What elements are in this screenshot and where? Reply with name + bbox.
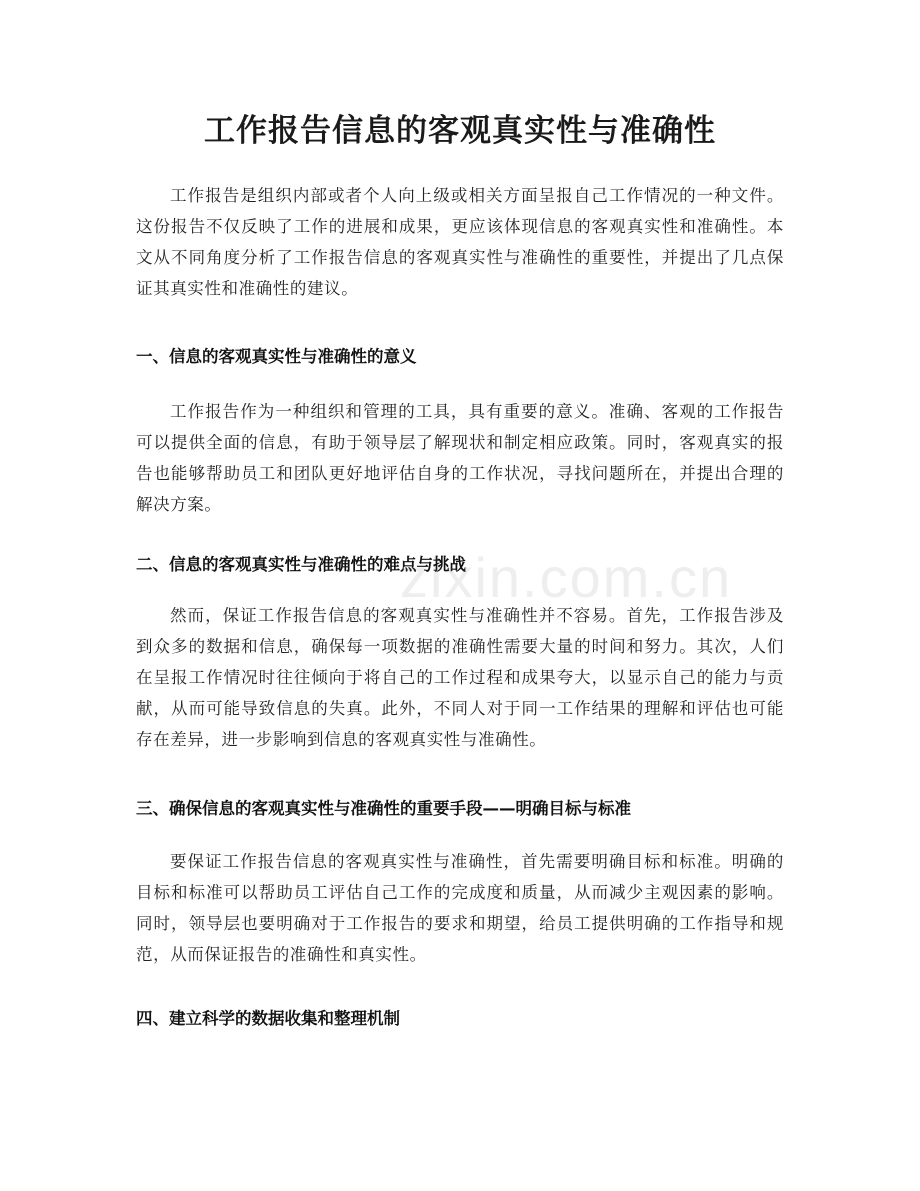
watermark: zixin.com.cn [400, 546, 733, 609]
document-title: 工作报告信息的客观真实性与准确性 [204, 113, 716, 149]
section-4-heading: 四、建立科学的数据收集和整理机制 [136, 1009, 400, 1028]
section-1-paragraph: 工作报告作为一种组织和管理的工具，具有重要的意义。准确、客观的工作报告可以提供全面的信息，有助于领导层了解现状和制定相应政策。同时，客观真实的报告也能够帮助员工和团队更好地评估自身的工作状况，寻找问题所在，并提出合理的解决方案。 [136, 402, 784, 514]
section-1-heading: 一、信息的客观真实性与准确性的意义 [136, 347, 417, 366]
section-2-paragraph: 然而，保证工作报告信息的客观真实性与准确性并不容易。首先，工作报告涉及到众多的数据和信息，确保每一项数据的准确性需要大量的时间和努力。其次，人们在呈报工作情况时往往倾向于将自己的工作过程和成果夸大，以显示自己的能力与贡献，从而可能导致信息的失真。此外，不同人对于同一工作结果的理解和评估也可能存在差异，进一步影响到信息的客观真实性与准确性。 [136, 606, 784, 749]
section-3-heading: 三、确保信息的客观真实性与准确性的重要手段——明确目标与标准 [136, 799, 631, 818]
intro-paragraph: 工作报告是组织内部或者个人向上级或相关方面呈报自己工作情况的一种文件。这份报告不仅反映了工作的进展和成果，更应该体现信息的客观真实性和准确性。本文从不同角度分析了工作报告信息的客观真实性与准确性的重要性，并提出了几点保证其真实性和准确性的建议。 [136, 186, 784, 298]
section-3-paragraph: 要保证工作报告信息的客观真实性与准确性，首先需要明确目标和标准。明确的目标和标准可以帮助员工评估自己工作的完成度和质量，从而减少主观因素的影响。同时，领导层也要明确对于工作报告的要求和期望，给员工提供明确的工作指导和规范，从而保证报告的准确性和真实性。 [136, 852, 784, 964]
section-2-heading: 二、信息的客观真实性与准确性的难点与挑战 [136, 555, 466, 574]
